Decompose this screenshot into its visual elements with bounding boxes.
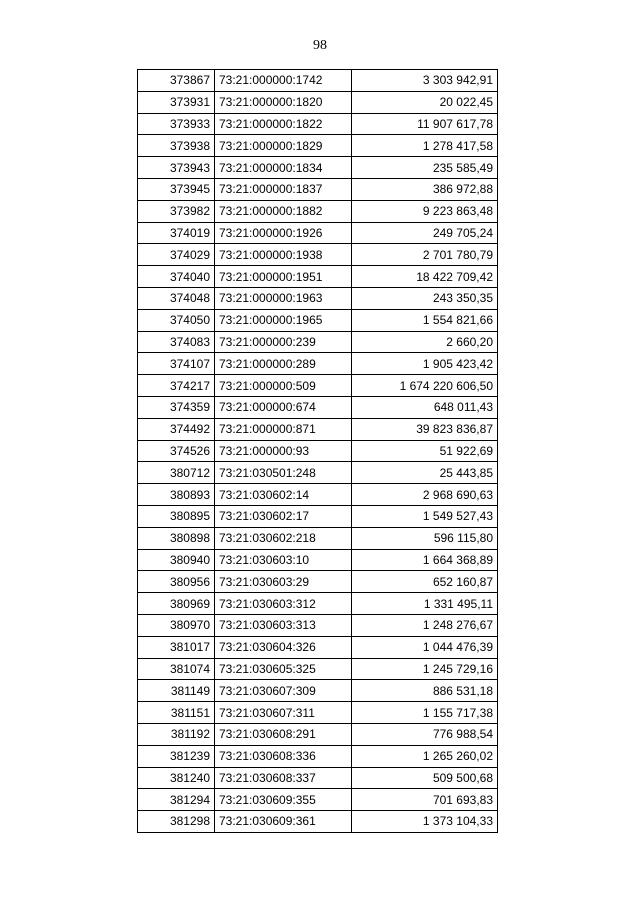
row-id-cell: 374048 bbox=[138, 287, 215, 309]
table-row bbox=[138, 178, 498, 200]
cadastral-value-cell: 1 674 220 606,50 bbox=[352, 375, 498, 397]
cadastral-value-cell: 249 705,24 bbox=[352, 222, 498, 244]
cadastral-number-cell: 73:21:030603:10 bbox=[215, 549, 352, 571]
cadastral-number-cell: 73:21:000000:289 bbox=[215, 353, 352, 375]
cadastral-number-cell: 73:21:000000:1820 bbox=[215, 91, 352, 113]
table-row bbox=[138, 636, 498, 658]
row-id-cell: 381298 bbox=[138, 811, 215, 833]
row-id-cell: 381017 bbox=[138, 636, 215, 658]
row-id-cell: 381074 bbox=[138, 658, 215, 680]
cadastral-value-cell: 1 664 368,89 bbox=[352, 549, 498, 571]
table-row bbox=[138, 789, 498, 811]
table-row bbox=[138, 723, 498, 745]
cadastral-number-cell: 73:21:000000:239 bbox=[215, 331, 352, 353]
cadastral-value-cell: 386 972,88 bbox=[352, 178, 498, 200]
row-id-cell: 380956 bbox=[138, 571, 215, 593]
cadastral-number-cell: 73:21:000000:1742 bbox=[215, 70, 352, 92]
row-id-cell: 373982 bbox=[138, 200, 215, 222]
cadastral-value-cell: 1 248 276,67 bbox=[352, 614, 498, 636]
cadastral-number-cell: 73:21:030607:311 bbox=[215, 702, 352, 724]
table-row bbox=[138, 745, 498, 767]
row-id-cell: 380898 bbox=[138, 527, 215, 549]
cadastral-value-cell: 652 160,87 bbox=[352, 571, 498, 593]
row-id-cell: 380712 bbox=[138, 462, 215, 484]
cadastral-number-cell: 73:21:030608:337 bbox=[215, 767, 352, 789]
table-row bbox=[138, 702, 498, 724]
row-id-cell: 381294 bbox=[138, 789, 215, 811]
table-row bbox=[138, 353, 498, 375]
cadastral-number-cell: 73:21:030608:336 bbox=[215, 745, 352, 767]
cadastral-number-cell: 73:21:030602:17 bbox=[215, 505, 352, 527]
row-id-cell: 374083 bbox=[138, 331, 215, 353]
cadastral-number-cell: 73:21:000000:509 bbox=[215, 375, 352, 397]
cadastral-value-cell: 1 265 260,02 bbox=[352, 745, 498, 767]
table-row bbox=[138, 462, 498, 484]
cadastral-number-cell: 73:21:030608:291 bbox=[215, 723, 352, 745]
table-row bbox=[138, 527, 498, 549]
row-id-cell: 373943 bbox=[138, 157, 215, 179]
cadastral-number-cell: 73:21:000000:871 bbox=[215, 418, 352, 440]
row-id-cell: 381240 bbox=[138, 767, 215, 789]
table-row bbox=[138, 440, 498, 462]
cadastral-value-cell: 1 245 729,16 bbox=[352, 658, 498, 680]
table-row bbox=[138, 331, 498, 353]
cadastral-number-cell: 73:21:030607:309 bbox=[215, 680, 352, 702]
table-row bbox=[138, 222, 498, 244]
page-number: 98 bbox=[313, 38, 327, 53]
row-id-cell: 380940 bbox=[138, 549, 215, 571]
table-row bbox=[138, 593, 498, 615]
cadastral-value-cell: 596 115,80 bbox=[352, 527, 498, 549]
row-id-cell: 373945 bbox=[138, 178, 215, 200]
cadastral-number-cell: 73:21:000000:1963 bbox=[215, 287, 352, 309]
cadastral-number-cell: 73:21:030605:325 bbox=[215, 658, 352, 680]
row-id-cell: 381151 bbox=[138, 702, 215, 724]
cadastral-value-cell: 51 922,69 bbox=[352, 440, 498, 462]
table-row bbox=[138, 375, 498, 397]
cadastral-value-cell: 1 373 104,33 bbox=[352, 811, 498, 833]
cadastral-number-cell: 73:21:030602:218 bbox=[215, 527, 352, 549]
row-id-cell: 374492 bbox=[138, 418, 215, 440]
cadastral-value-cell: 18 422 709,42 bbox=[352, 266, 498, 288]
table-row bbox=[138, 767, 498, 789]
cadastral-value-cell: 1 905 423,42 bbox=[352, 353, 498, 375]
table-row bbox=[138, 200, 498, 222]
table-row bbox=[138, 571, 498, 593]
table-row bbox=[138, 811, 498, 833]
cadastral-number-cell: 73:21:030603:29 bbox=[215, 571, 352, 593]
row-id-cell: 380893 bbox=[138, 484, 215, 506]
row-id-cell: 374050 bbox=[138, 309, 215, 331]
table-row bbox=[138, 309, 498, 331]
row-id-cell: 374107 bbox=[138, 353, 215, 375]
row-id-cell: 380895 bbox=[138, 505, 215, 527]
row-id-cell: 374040 bbox=[138, 266, 215, 288]
cadastral-value-cell: 39 823 836,87 bbox=[352, 418, 498, 440]
table-row bbox=[138, 680, 498, 702]
table-row bbox=[138, 505, 498, 527]
row-id-cell: 381149 bbox=[138, 680, 215, 702]
cadastral-value-cell: 25 443,85 bbox=[352, 462, 498, 484]
cadastral-value-cell: 1 549 527,43 bbox=[352, 505, 498, 527]
row-id-cell: 380969 bbox=[138, 593, 215, 615]
cadastral-value-cell: 2 968 690,63 bbox=[352, 484, 498, 506]
cadastral-value-cell: 20 022,45 bbox=[352, 91, 498, 113]
row-id-cell: 381192 bbox=[138, 723, 215, 745]
row-id-cell: 380970 bbox=[138, 614, 215, 636]
cadastral-number-cell: 73:21:000000:93 bbox=[215, 440, 352, 462]
row-id-cell: 373938 bbox=[138, 135, 215, 157]
row-id-cell: 373931 bbox=[138, 91, 215, 113]
cadastral-number-cell: 73:21:000000:1926 bbox=[215, 222, 352, 244]
table-row bbox=[138, 658, 498, 680]
cadastral-number-cell: 73:21:000000:1837 bbox=[215, 178, 352, 200]
row-id-cell: 374217 bbox=[138, 375, 215, 397]
table-row bbox=[138, 113, 498, 135]
cadastral-number-cell: 73:21:000000:1882 bbox=[215, 200, 352, 222]
table-row bbox=[138, 70, 498, 92]
cadastral-number-cell: 73:21:030603:312 bbox=[215, 593, 352, 615]
cadastral-number-cell: 73:21:030501:248 bbox=[215, 462, 352, 484]
cadastral-value-cell: 886 531,18 bbox=[352, 680, 498, 702]
table-row bbox=[138, 157, 498, 179]
row-id-cell: 374359 bbox=[138, 396, 215, 418]
table-row bbox=[138, 614, 498, 636]
cadastral-value-cell: 243 350,35 bbox=[352, 287, 498, 309]
row-id-cell: 374526 bbox=[138, 440, 215, 462]
cadastral-number-cell: 73:21:000000:674 bbox=[215, 396, 352, 418]
cadastral-value-cell: 3 303 942,91 bbox=[352, 70, 498, 92]
cadastral-value-cell: 1 155 717,38 bbox=[352, 702, 498, 724]
cadastral-number-cell: 73:21:030609:355 bbox=[215, 789, 352, 811]
cadastral-number-cell: 73:21:000000:1829 bbox=[215, 135, 352, 157]
cadastral-number-cell: 73:21:000000:1965 bbox=[215, 309, 352, 331]
cadastral-number-cell: 73:21:030609:361 bbox=[215, 811, 352, 833]
cadastral-number-cell: 73:21:000000:1834 bbox=[215, 157, 352, 179]
cadastral-value-table bbox=[137, 69, 498, 833]
cadastral-value-cell: 701 693,83 bbox=[352, 789, 498, 811]
cadastral-value-cell: 509 500,68 bbox=[352, 767, 498, 789]
table-body bbox=[138, 70, 498, 833]
row-id-cell: 374029 bbox=[138, 244, 215, 266]
cadastral-number-cell: 73:21:000000:1951 bbox=[215, 266, 352, 288]
row-id-cell: 373933 bbox=[138, 113, 215, 135]
cadastral-value-cell: 2 701 780,79 bbox=[352, 244, 498, 266]
cadastral-value-cell: 1 278 417,58 bbox=[352, 135, 498, 157]
cadastral-value-cell: 776 988,54 bbox=[352, 723, 498, 745]
cadastral-value-cell: 11 907 617,78 bbox=[352, 113, 498, 135]
table-row bbox=[138, 396, 498, 418]
table-row bbox=[138, 135, 498, 157]
cadastral-number-cell: 73:21:030604:326 bbox=[215, 636, 352, 658]
table-row bbox=[138, 484, 498, 506]
row-id-cell: 373867 bbox=[138, 70, 215, 92]
cadastral-value-cell: 2 660,20 bbox=[352, 331, 498, 353]
cadastral-value-cell: 235 585,49 bbox=[352, 157, 498, 179]
table-row bbox=[138, 266, 498, 288]
cadastral-value-cell: 1 044 476,39 bbox=[352, 636, 498, 658]
cadastral-value-cell: 1 331 495,11 bbox=[352, 593, 498, 615]
table-row bbox=[138, 287, 498, 309]
table-row bbox=[138, 91, 498, 113]
row-id-cell: 374019 bbox=[138, 222, 215, 244]
row-id-cell: 381239 bbox=[138, 745, 215, 767]
cadastral-number-cell: 73:21:030602:14 bbox=[215, 484, 352, 506]
cadastral-value-cell: 1 554 821,66 bbox=[352, 309, 498, 331]
cadastral-number-cell: 73:21:000000:1938 bbox=[215, 244, 352, 266]
cadastral-number-cell: 73:21:030603:313 bbox=[215, 614, 352, 636]
table-row bbox=[138, 244, 498, 266]
cadastral-number-cell: 73:21:000000:1822 bbox=[215, 113, 352, 135]
cadastral-value-cell: 9 223 863,48 bbox=[352, 200, 498, 222]
table-row bbox=[138, 549, 498, 571]
cadastral-value-cell: 648 011,43 bbox=[352, 396, 498, 418]
table-row bbox=[138, 418, 498, 440]
